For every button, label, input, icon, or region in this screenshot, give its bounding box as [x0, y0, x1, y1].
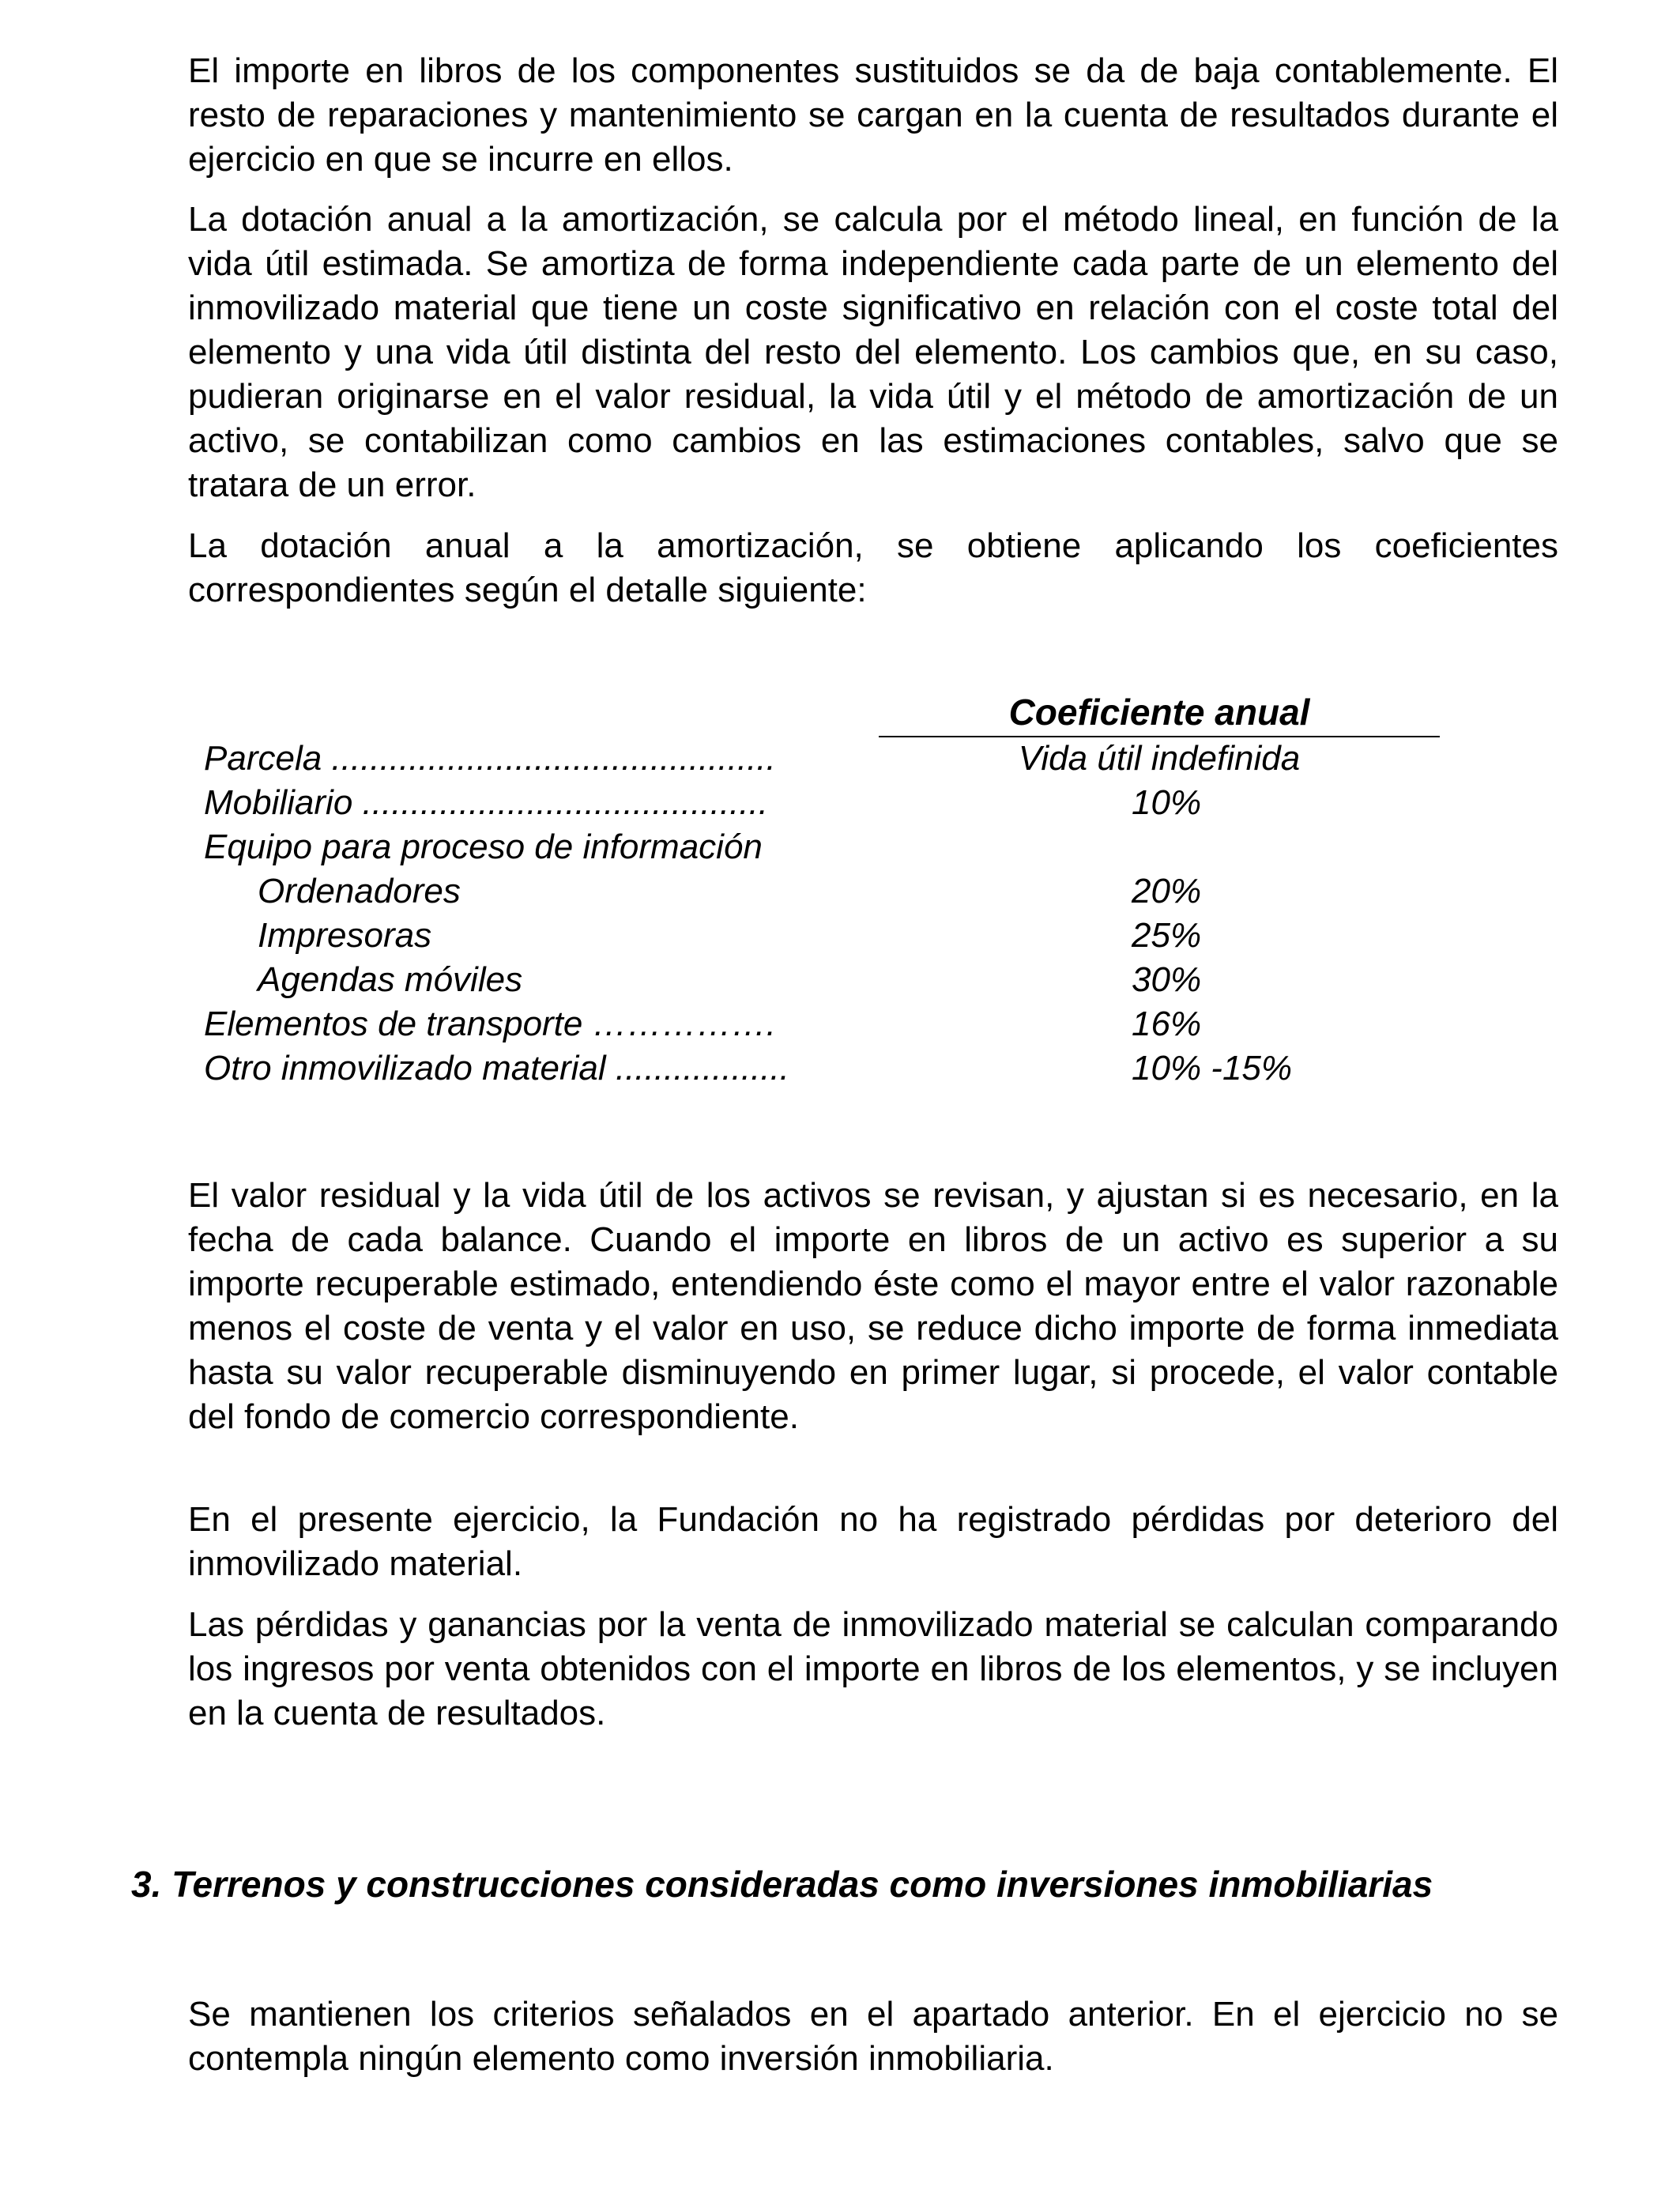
section-heading-inversiones-inmobiliarias: 3. Terrenos y construcciones consideradas como inversiones inmobiliarias [131, 1864, 1433, 1905]
table-row-label-ordenadores: Ordenadores [258, 872, 461, 910]
paragraph-depreciation-method: La dotación anual a la amortización, se calcula por el método lineal, en función de la vida útil estimada. Se amortiza de forma independiente cada parte de un elemento del inmovilizado material que tiene un coste significativo en relación con el coste total del elemento y una vida útil distinta del resto del elemento. Los cambios que, en su caso, pudieran originarse en el valor residual, la vida útil y el método de amortización de un activo, se contabilizan como cambios en las estimaciones contables, salvo que se tratara de un error. [188, 200, 1558, 504]
table-row-value-mobiliario: 10% [1132, 783, 1202, 822]
table-row-label-otro-inmovilizado: Otro inmovilizado material .................. [204, 1049, 789, 1088]
table-header-coeficiente-anual: Coeficiente anual [1008, 692, 1310, 733]
table-row-label-impresoras: Impresoras [258, 916, 432, 955]
paragraph-investment-property-criteria: Se mantienen los criterios señalados en el apartado anterior. En el ejercicio no se contempla ningún elemento como inversión inmobiliaria. [188, 1995, 1558, 2078]
table-row-value-parcela: Vida útil indefinida [1018, 739, 1301, 778]
table-row-value-otro-inmovilizado: 10% -15% [1132, 1049, 1293, 1088]
table-row-label-parcela: Parcela .............................................. [204, 739, 776, 778]
table-row-label-equipo-proceso-informacion: Equipo para proceso de información [204, 827, 763, 866]
paragraph-impairment-losses: En el presente ejercicio, la Fundación no ha registrado pérdidas por deterioro del inmovilizado material. [188, 1500, 1558, 1583]
table-row-value-agendas-moviles: 30% [1132, 960, 1202, 999]
paragraph-gains-losses-sale: Las pérdidas y ganancias por la venta de inmovilizado material se calculan comparando los ingresos por venta obtenidos con el importe en libros de los elementos, y se incluyen en la cuenta de resultados. [188, 1605, 1558, 1732]
table-row-label-agendas-moviles: Agendas móviles [258, 960, 523, 999]
table-row-value-ordenadores: 20% [1132, 872, 1202, 910]
paragraph-residual-value-review: El valor residual y la vida útil de los activos se revisan, y ajustan si es necesario, en la fecha de cada balance. Cuando el importe en libros de un activo es superior a su importe recuperable estimado, entendiendo éste como el mayor entre el valor razonable menos el coste de venta y el valor en uso, se reduce dicho importe de forma inmediata hasta su valor recuperable disminuyendo en primer lugar, si procede, el valor contable del fondo de comercio correspondiente. [188, 1176, 1558, 1436]
table-row-label-mobiliario: Mobiliario .......................................... [204, 783, 768, 822]
table-row-value-elementos-transporte: 16% [1132, 1005, 1202, 1043]
paragraph-components-derecognition: El importe en libros de los componentes sustituidos se da de baja contablemente. El resto de reparaciones y mantenimiento se cargan en la cuenta de resultados durante el ejercicio en que se incurre en ellos. [188, 51, 1558, 179]
table-row-label-elementos-transporte: Elementos de transporte ……………. [204, 1005, 776, 1043]
table-row-value-impresoras: 25% [1132, 916, 1202, 955]
paragraph-depreciation-coefficients-intro: La dotación anual a la amortización, se obtiene aplicando los coeficientes correspondientes según el detalle siguiente: [188, 526, 1558, 609]
